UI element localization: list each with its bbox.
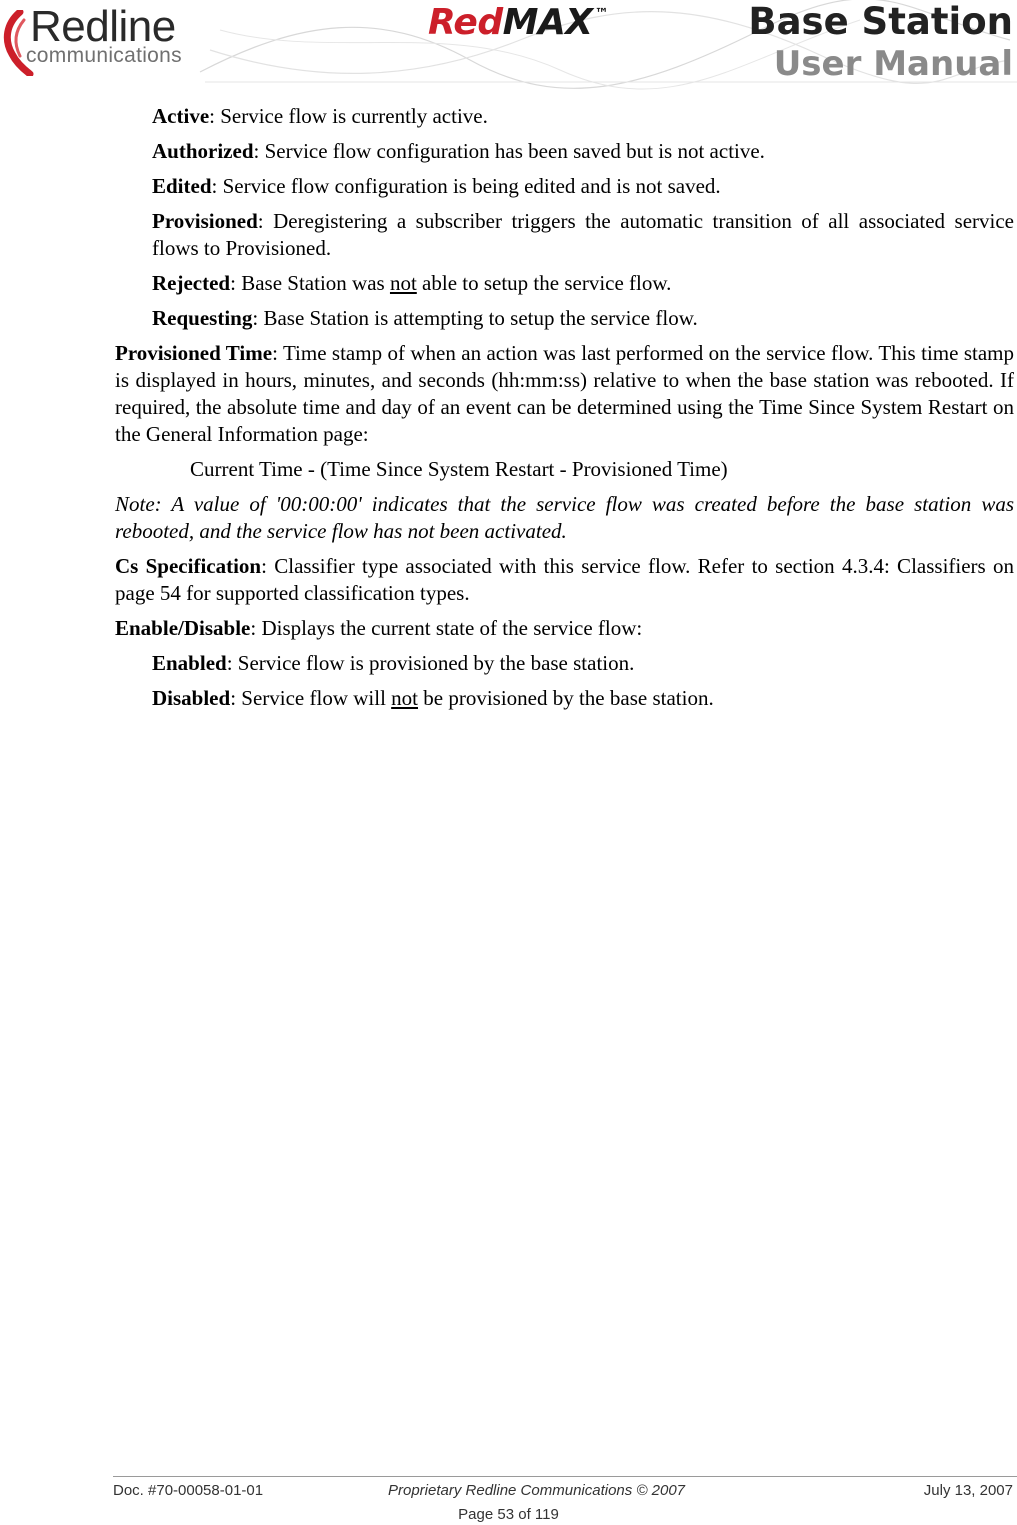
state-edited: [115, 173, 1014, 200]
page-content: [115, 103, 1014, 720]
term-label: Edited: [152, 174, 212, 198]
term-description: : Service flow configuration has been saved but is not active.: [253, 139, 765, 163]
document-title-line1: Base Station: [748, 0, 1013, 43]
state-authorized: [115, 138, 1014, 165]
brand-red-part: Red: [428, 2, 503, 43]
state-disabled: [115, 685, 1014, 712]
term-description-a: : Base Station was: [230, 271, 390, 295]
term-description: : Classifier type associated with this service flow. Refer to section 4.3.4: Classifiers on page 54 for supported classification types.: [115, 554, 1014, 605]
term-description-underlined: not: [391, 686, 418, 710]
brand-max-part: MAX: [502, 2, 593, 43]
page-footer: [113, 1482, 1013, 1504]
state-rejected: [115, 270, 1014, 297]
footer-page-number: Page 53 of 119: [458, 1506, 559, 1523]
term-description-b: be provisioned by the base station.: [418, 686, 714, 710]
term-description-a: : Service flow will: [230, 686, 392, 710]
state-requesting: [115, 305, 1014, 332]
term-label: Requesting: [152, 306, 253, 330]
term-description-underlined: not: [389, 271, 417, 295]
footer-date: July 13, 2007: [923, 1482, 1013, 1499]
brand-trademark: ™: [594, 6, 609, 22]
term-description: : Displays the current state of the service flow:: [250, 616, 643, 640]
footer-document-number: Doc. #70-00058-01-01: [113, 1482, 264, 1499]
footer-proprietary-notice: Proprietary Redline Communications © 2007: [388, 1482, 686, 1499]
redline-logo: [0, 2, 210, 80]
redmax-brand: [428, 2, 608, 43]
enable-disable-paragraph: [115, 615, 1014, 642]
logo-subtitle: communications: [26, 44, 182, 67]
term-label: Provisioned Time: [115, 341, 273, 365]
term-label: Authorized: [152, 139, 254, 163]
state-enabled: [115, 650, 1014, 677]
logo-wordmark: Redline: [30, 2, 176, 51]
term-description: : Time stamp of when an action was last performed on the service flow. This time stamp is displayed in hours, minutes, and seconds (hh:mm:ss) relative to when the base station was rebooted. If required, the absolute time and day of an event can be determined using the Time Since System Restart on the General Information page:: [115, 341, 1014, 446]
term-description: : Service flow is currently active.: [209, 104, 488, 128]
term-label: Enabled: [152, 651, 227, 675]
footer-divider: [113, 1476, 1017, 1477]
term-description: : Base Station is attempting to setup the service flow.: [252, 306, 698, 330]
state-provisioned: [115, 208, 1014, 262]
term-description: : Deregistering a subscriber triggers the automatic transition of all associated service flows to Provisioned.: [152, 209, 1014, 260]
document-title-line2: User Manual: [773, 44, 1013, 84]
term-label: Rejected: [152, 271, 231, 295]
term-label: Active: [152, 104, 210, 128]
provisioned-time-note: Note: A value of '00:00:00' indicates that the service flow was created before the base station was rebooted, and the service flow has not been activated.: [115, 492, 1014, 543]
term-description: : Service flow configuration is being edited and is not saved.: [211, 174, 721, 198]
cs-specification-paragraph: [115, 553, 1014, 607]
term-description-b: able to setup the service flow.: [416, 271, 672, 295]
term-label: Enable/Disable: [115, 616, 251, 640]
page-header: [0, 0, 1017, 90]
term-label: Cs Specification: [115, 554, 262, 578]
state-active: [115, 103, 1014, 130]
document-title: [748, 0, 1013, 84]
provisioned-time-paragraph: [115, 340, 1014, 448]
provisioned-time-formula: Current Time - (Time Since System Restart - Provisioned Time): [190, 457, 728, 481]
term-label: Disabled: [152, 686, 231, 710]
term-description: : Service flow is provisioned by the base station.: [226, 651, 635, 675]
term-label: Provisioned: [152, 209, 258, 233]
